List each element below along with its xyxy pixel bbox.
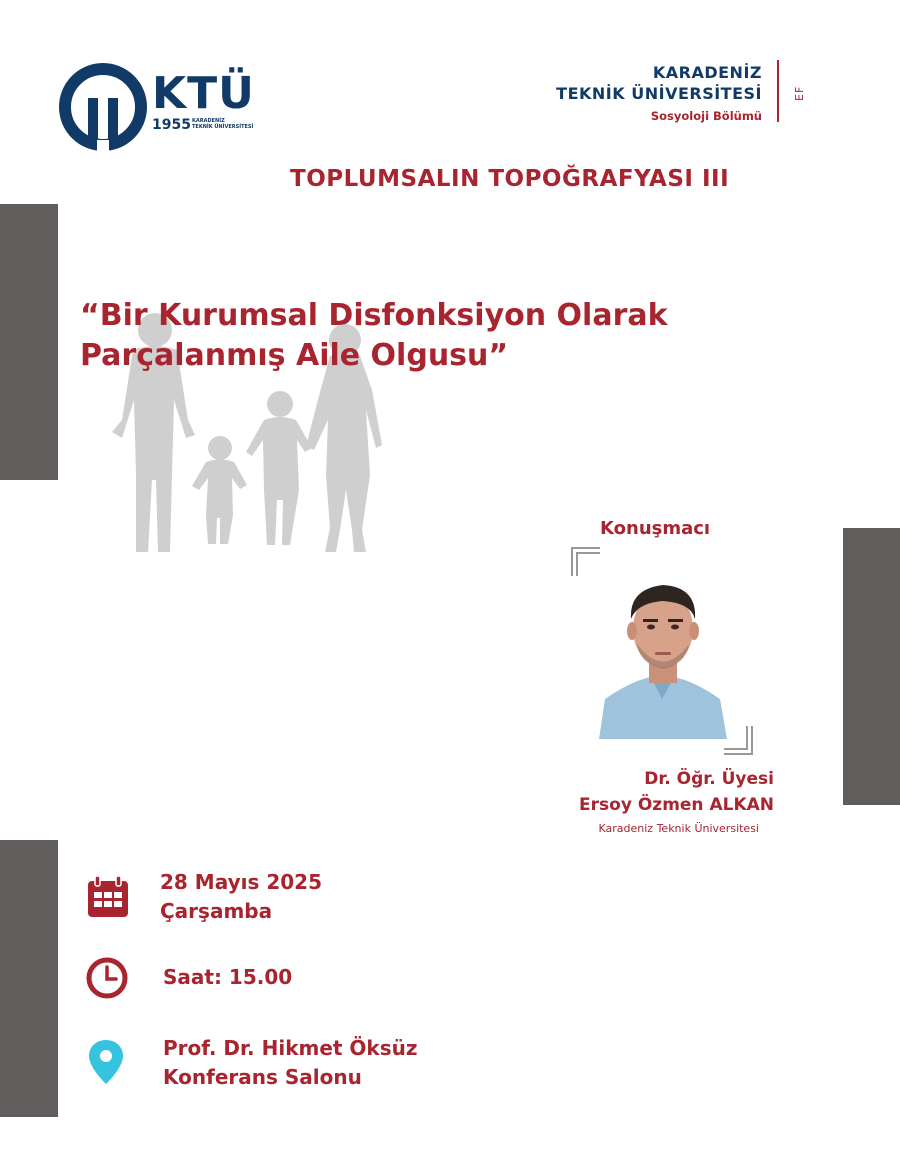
logo-subtitle-line2: TEKNİK ÜNİVERSİTESİ [192,124,254,130]
series-title: TOPLUMSALIN TOPOĞRAFYASI III [290,166,730,192]
venue-line2: Konferans Salonu [163,1065,362,1089]
event-time: Saat: 15.00 [163,965,293,989]
speaker-institution: Karadeniz Teknik Üniversitesi [598,822,759,835]
right-decor-bar [843,528,900,805]
event-date-line: 28 Mayıs 2025 [160,870,323,894]
ktu-emblem-icon [58,62,148,152]
event-date [160,868,322,926]
clock-icon [85,956,129,1000]
venue-line1: Prof. Dr. Hikmet Öksüz [163,1036,418,1060]
event-venue [163,1034,418,1092]
university-header [556,62,762,126]
department-name: Sosyoloji Bölümü [650,109,762,123]
event-day-line: Çarşamba [160,899,273,923]
logo-wordmark: KTÜ [152,68,255,119]
logo-subtitle [192,118,262,130]
left-decor-bar-bottom [0,840,58,1117]
speaker-name: Ersoy Özmen ALKAN [579,795,774,815]
speaker-heading: Konuşmacı [600,518,711,539]
faculty-side-label: EF [793,85,806,101]
speaker-academic-title: Dr. Öğr. Üyesi [644,769,774,789]
left-decor-bar-top [0,204,58,480]
speaker-title-name [520,766,774,818]
talk-title [80,296,720,376]
talk-title-line1: “Bir Kurumsal Disfonksiyon Olarak [80,298,668,333]
speaker-photo-frame [571,547,753,755]
location-pin-icon [86,1038,126,1086]
logo-year: 1955 [152,117,191,133]
speaker-portrait-image [591,559,734,739]
university-name-line2: TEKNİK ÜNİVERSİTESİ [556,84,762,103]
speaker-photo [591,559,734,739]
header-divider [777,60,779,122]
ktu-logo [58,62,258,152]
university-name-line1: KARADENİZ [652,63,762,82]
calendar-icon [86,875,130,919]
talk-title-line2: Parçalanmış Aile Olgusu” [80,338,509,373]
logo-subtitle-line1: KARADENİZ [192,118,225,124]
